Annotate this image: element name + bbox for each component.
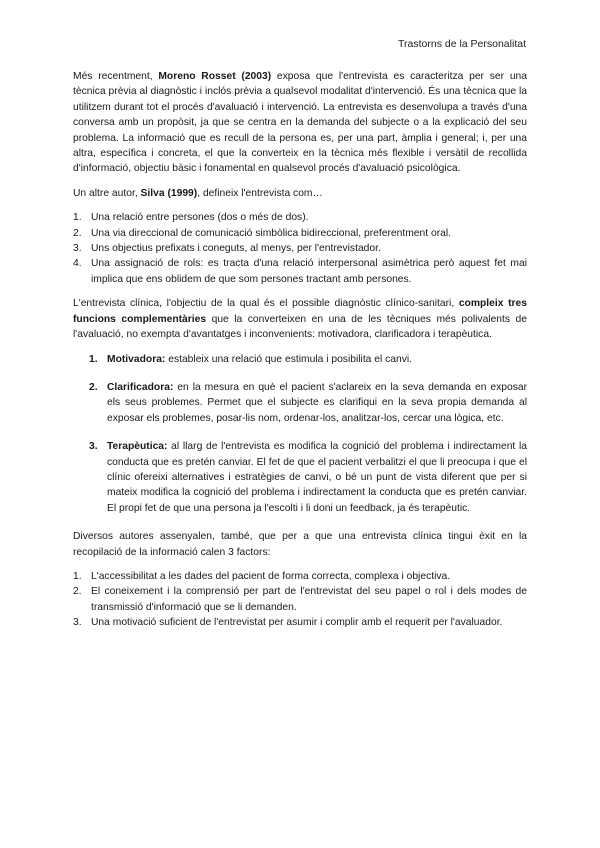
paragraph-silva: Un altre autor, Silva (1999), defineix l'entrevista com…	[73, 187, 323, 199]
function-term: Terapèutica:	[107, 441, 168, 453]
list-item: 4. Una assignació de rols: es tracta d'una relació interpersonal asimètrica però aquest fet mai implica que ens oblidem de que som persones tractant amb persones.	[73, 258, 527, 285]
function-term: Clarificadora:	[107, 381, 174, 393]
functions-list	[73, 352, 527, 517]
list-item: 3. Uns objectius prefixats i coneguts, al menys, per l'entrevistador.	[73, 243, 381, 255]
list-item: 2. Una via direccional de comunicació simbòlica bidireccional, preferentment oral.	[73, 227, 451, 239]
list-item: 1. Motivadora: estableix una relació que estimula i posibilita el canvi.	[89, 353, 413, 365]
running-header: Trastorns de la Personalitat	[397, 38, 526, 50]
list-item: 3. Una motivació suficient de l'entrevistat per asumir i complir amb el requerit per l'avaluador.	[73, 617, 503, 629]
list-item: 2. El coneixement i la comprensió per part de l'entrevistat del seu papel o rol i dels modes de transmissió d'informació que se li demanden.	[73, 586, 527, 613]
paragraph-factors: Diversos autores assenyalen, també, que per a que una entrevista clínica tingui èxit en la recopilació de la informació calen 3 factors:	[73, 531, 527, 558]
list-item: 1. L'accessibilitat a les dades del pacient de forma correcta, complexa i objectiva.	[73, 570, 451, 582]
emphasis-text: compleix tres funcions complementàries	[73, 298, 527, 325]
function-term: Motivadora:	[107, 353, 166, 365]
author-citation: Silva (1999)	[140, 187, 198, 199]
factors-list	[73, 569, 527, 631]
interview-definition-list	[73, 210, 527, 287]
paragraph-moreno-rosset: Més recentment, Moreno Rosset (2003) exposa que l'entrevista es caracteritza per ser una tècnica prèvia al diagnòstic i inclós prèvia a qualsevol modalitat d'intervenció. És una tècnica que la utilitzem durant tot el procés d'avaluació i intervenció. La entrevista es desenvolupa a través d'una conversa amb un propòsit, ja que se centra en la demanda del subjecte o a la explicació del seu problema. La informació que es recull de la persona es, per una part, àmplia i general; i, per una altra, específica i concreta, el que la converteix en la tècnica més flexible i versàtil de recollida d'informació, objectiu bàsic i fonamental en qualsevol procés d'avaluació psicològica.	[73, 71, 527, 175]
list-item: 1. Una relació entre persones (dos o més de dos).	[73, 212, 309, 224]
paragraph-clinical-interview: L'entrevista clínica, l'objectiu de la qual és el possible diagnòstic clínico-sanitari, compleix tres funcions complementàries que la converteixen en una de les tècniques més polivalents de l'avaluació, no exempta d'avantatges i inconvenients: motivadora, clarificadora i terapèutica.	[73, 298, 527, 341]
list-item: 2. Clarificadora: en la mesura en què el pacient s'aclareix en la seva demanda en exposar els seus problemes. Permet que el subjecte es clarifiqui en la seva propia demanda al exposar els problemes, posar-lis nom, ordenar-los, analitzar-los, cercar una lògica, etc.	[89, 381, 527, 424]
body-content	[73, 69, 527, 640]
list-item: 3. Terapèutica: al llarg de l'entrevista es modifica la cognició del problema i indirectament la conducta que es pretén canviar. El fet de que el pacient verbalitzi el que li preocupa i que el clínic ofereixi alternatives i estratègies de canvi, o bé un punt de vista diferent que per si mateix modifica la cognició del problema i indirectament la conducta que es pretén canviar. El propi fet de que una persona ja l'escolti i li doni un feedback, ja és terapèutic.	[89, 441, 527, 514]
author-citation: Moreno Rosset (2003)	[158, 71, 272, 82]
